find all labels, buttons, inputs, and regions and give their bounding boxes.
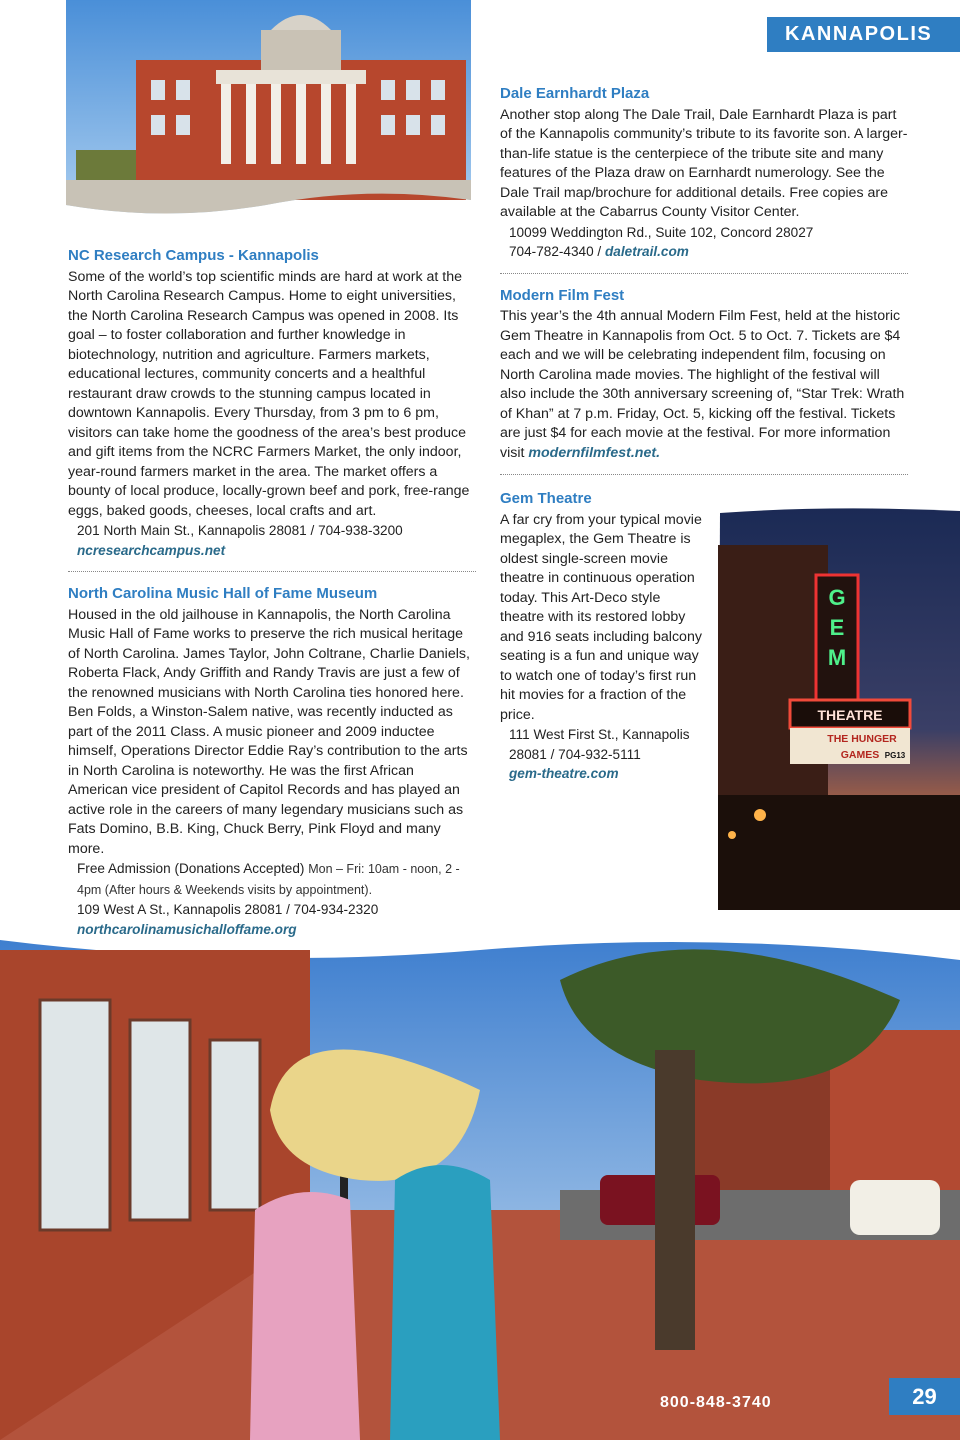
sign-letter-m: M: [827, 645, 847, 670]
sign-letter-g: G: [828, 585, 846, 610]
gem-theatre-illustration: [712, 505, 960, 910]
gem-url[interactable]: gem-theatre.com: [509, 766, 619, 781]
page-number: 29: [889, 1378, 960, 1415]
sign-rating: PG13: [884, 751, 906, 760]
music-hall-url[interactable]: northcarolinamusichalloffame.org: [77, 921, 297, 937]
plaza-phone: 704-782-4340 /: [509, 244, 605, 259]
research-title: NC Research Campus - Kannapolis: [68, 247, 319, 264]
music-hall-info: [68, 859, 476, 939]
sign-line1: THE HUNGER: [827, 733, 897, 745]
sign-letter-e: E: [829, 615, 845, 640]
section-tab: [767, 17, 960, 52]
research-address: 201 North Main St., Kannapolis 28081 / 704-938-3200: [77, 523, 403, 538]
plaza-info: [500, 223, 908, 262]
film-fest-body: This year’s the 4th annual Modern Film Fest, held at the historic Gem Theatre in Kannapolis from Oct. 5 to Oct. 7. Tickets are $4 each and we will be celebrating independent film, focusing on North Carolina made movies. The highlight of the festival will also include the 30th anniversary screening of, “Star Trek: Wrath of Khan” at 7 p.m. Friday, Oct. 5, kicking off the festival. Tickets are just $4 for each movie at the festival. For more information visit: [500, 308, 905, 461]
research-body: Some of the world’s top scientific minds are hard at work at the North Carolina Research Campus. Home to eight universities, the North Carolina Research Campus was opened in 2008. Its goal – to foster collaboration and further knowledge in biotechnology, nutrition and agriculture. Farmers markets, educational lectures, community concerts and a healthful restaurant draw crowds to the stunning campus located in downtown Kannapolis. Every Thursday, from 3 pm to 6 pm, visitors can take home the goodness of the area’s best produce and gift items from the NCRC Farmers Market, the only indoor, year-round farmers market in the area. The market offers a bounty of local produce, locally-grown beef and pork, free-range eggs, baked goods, cheeses, local crafts and art.: [68, 268, 470, 519]
gem-address: 111 West First St., Kannapolis 28081 / 704-932-5111: [509, 727, 690, 762]
plaza-address: 10099 Weddington Rd., Suite 102, Concord 28027: [509, 224, 814, 240]
gem-theatre-photo: [712, 505, 960, 910]
sign-line2: GAMES: [840, 749, 880, 761]
research-campus-photo: [66, 0, 471, 220]
research-info: [68, 521, 476, 560]
music-hall-title: North Carolina Music Hall of Fame Museum: [68, 585, 378, 602]
plaza-url[interactable]: daletrail.com: [605, 244, 689, 259]
street-photo: [0, 940, 960, 1440]
film-fest-body-wrap: [500, 307, 908, 463]
music-hall-address: 109 West A St., Kannapolis 28081 / 704-934-2320: [77, 902, 379, 917]
street-illustration: [0, 940, 960, 1440]
film-fest-title: Modern Film Fest: [500, 286, 625, 304]
music-hall-hours: Mon – Fri: 10am - noon, 2 - 4pm (After hours & Weekends visits by appointment).: [77, 862, 460, 897]
divider: [500, 273, 908, 274]
sign-marquee: THEATRE: [817, 707, 883, 723]
film-fest-url[interactable]: modernfilmfest.net.: [528, 444, 661, 461]
gem-section: [500, 489, 705, 784]
gem-body: A far cry from your typical movie megaplex, the Gem Theatre is oldest single-screen movie theatre in continuous operation today. This Art-Deco style theatre with its restored lobby and 916 seats including balcony seating is a fun and unique way to watch one of today’s first run hit movies for a fraction of the price.: [500, 511, 702, 723]
divider: [500, 474, 908, 475]
music-hall-body: Housed in the old jailhouse in Kannapolis, the North Carolina Music Hall of Fame works to preserve the rich musical heritage of North Carolina. James Taylor, John Coltrane, Charlie Daniels, Roberta Flack, Andy Griffith and Randy Travis are just a few of the renowned musicians with North Carolina ties honored here. Ben Folds, a Winston-Salem native, was recently inducted as part of the 2011 Class. A music pioneer and 2009 inductee himself, Operations Director Eddie Ray’s contribution to the arts in North Carolina is noteworthy. He was the first African American vice president of Capitol Records and has played an active role in the careers of many legendary musicians such as Fats Domino, B.B. King, Chuck Berry, Pink Floyd and many more.: [68, 606, 470, 857]
divider: [68, 571, 476, 572]
music-hall-admission: Free Admission (Donations Accepted): [77, 861, 305, 876]
right-column: [500, 84, 908, 487]
gem-info: [500, 725, 705, 784]
footer-phone: 800-848-3740: [660, 1394, 772, 1411]
gem-title: Gem Theatre: [500, 490, 592, 507]
section-label: KANNAPOLIS: [785, 23, 933, 45]
research-url[interactable]: ncresearchcampus.net: [77, 542, 226, 558]
plaza-body: Another stop along The Dale Trail, Dale Earnhardt Plaza is part of the Kannapolis community’s tribute to its favorite son. A larger-than-life statue is the centerpiece of the tribute site and many features of the Plaza draw on Earnhardt numerology. See the Dale Trail map/brochure for additional details. Free copies are available at the Cabarrus County Visitor Center.: [500, 106, 908, 220]
left-column: [68, 246, 476, 939]
research-campus-illustration: [66, 0, 471, 220]
plaza-title: Dale Earnhardt Plaza: [500, 85, 650, 102]
